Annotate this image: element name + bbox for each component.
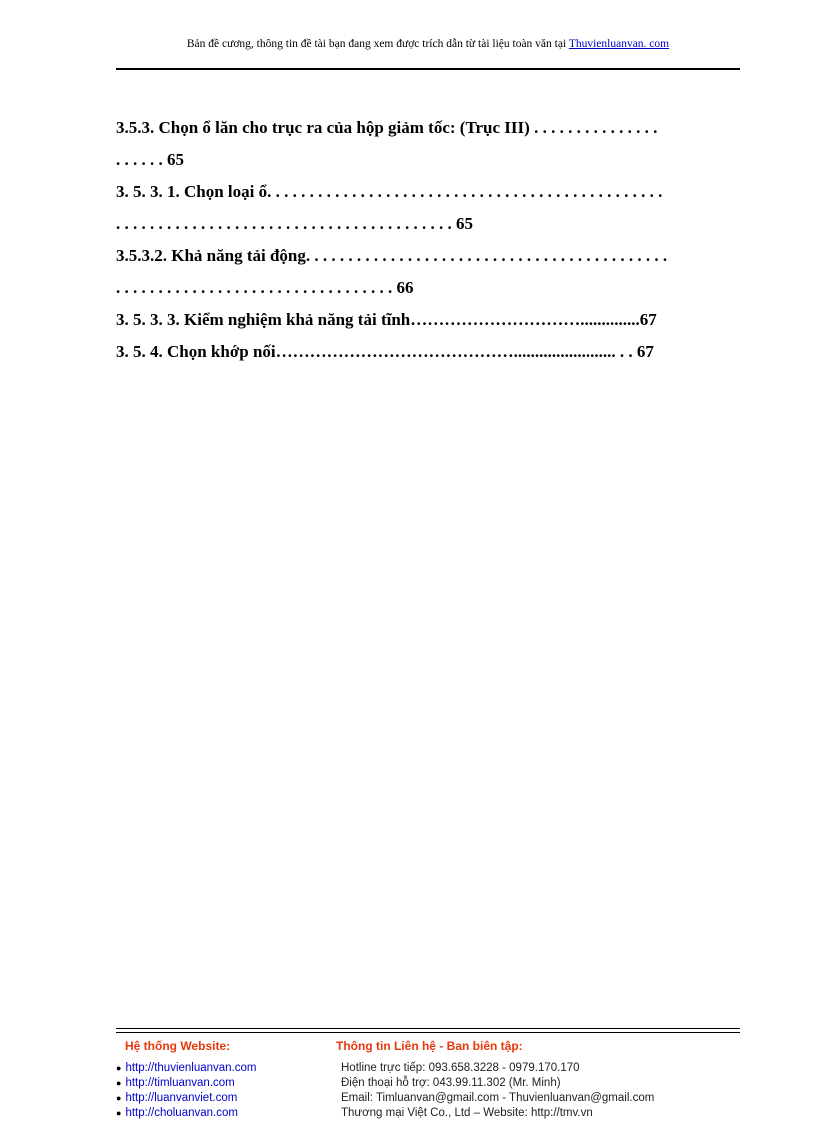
bullet-icon: ● [116,1108,122,1118]
footer-hotline: Hotline trực tiếp: 093.658.3228 - 0979.170.170 [341,1062,580,1074]
bullet-icon: ● [116,1093,122,1103]
footer-website-item[interactable] [116,1106,326,1121]
toc-entry-3-5-3-1-page: . . . . . . . . . . . . . . . . . . . . . . . . . . . . . . . . . . . . . . . . 65 [116,214,473,233]
bullet-icon: ● [116,1078,122,1088]
footer-divider-top [116,1028,740,1029]
footer-website-link[interactable]: http://thuvienluanvan.com [125,1062,257,1074]
footer-divider-bottom [116,1032,740,1033]
footer-website-item[interactable] [116,1061,326,1076]
toc-entry-3-5-3: 3.5.3. Chọn ổ lăn cho trục ra của hộp giảm tốc: (Trục III) . . . . . . . . . . . . . . . [116,118,658,137]
footer-website-item[interactable] [116,1091,326,1106]
toc-entry-3-5-3-2: 3.5.3.2. Khả năng tải động. . . . . . . . . . . . . . . . . . . . . . . . . . . . . . . . . . . . . . . . . . . [116,246,668,265]
footer-contacts-heading: Thông tin Liên hệ - Ban biên tập: [336,1039,523,1053]
footer-contacts [336,1037,740,1121]
footer-website-link[interactable]: http://luanvanviet.com [125,1092,238,1104]
page-header [116,38,740,50]
footer-support-phone: Điện thoại hỗ trợ: 043.99.11.302 (Mr. Minh) [341,1077,561,1089]
toc-entry-3-5-3-2-page: . . . . . . . . . . . . . . . . . . . . . . . . . . . . . . . . . 66 [116,278,414,297]
footer-website-link[interactable]: http://choluanvan.com [125,1107,238,1119]
footer-website-item[interactable] [116,1076,326,1091]
footer-websites [116,1037,326,1121]
table-of-contents [116,112,740,368]
toc-entry-3-5-3-page: . . . . . . 65 [116,150,184,169]
footer-website-link[interactable]: http://timluanvan.com [125,1077,235,1089]
header-text: Bản đề cương, thông tin đề tài bạn đang xem được trích dẫn từ tài liệu toàn văn tại [186,38,569,50]
footer-email: Email: Timluanvan@gmail.com - Thuvienluanvan@gmail.com [341,1092,655,1104]
footer-websites-heading: Hệ thống Website: [125,1039,231,1053]
toc-entry-3-5-3-1: 3. 5. 3. 1. Chọn loại ổ. . . . . . . . . . . . . . . . . . . . . . . . . . . . . . . . . . . . . . . . . . . . . . . [116,182,663,201]
bullet-icon: ● [116,1063,122,1073]
toc-entry-3-5-3-3: 3. 5. 3. 3. Kiểm nghiệm khả năng tải tĩnh…………………………..............67 [116,310,657,329]
header-divider [116,68,740,70]
header-link[interactable]: Thuvienluanvan. com [568,38,670,50]
footer-company: Thương mại Việt Co., Ltd – Website: http://tmv.vn [341,1107,593,1119]
toc-entry-3-5-4: 3. 5. 4. Chọn khớp nối……………………………………........................ . . 67 [116,342,654,361]
